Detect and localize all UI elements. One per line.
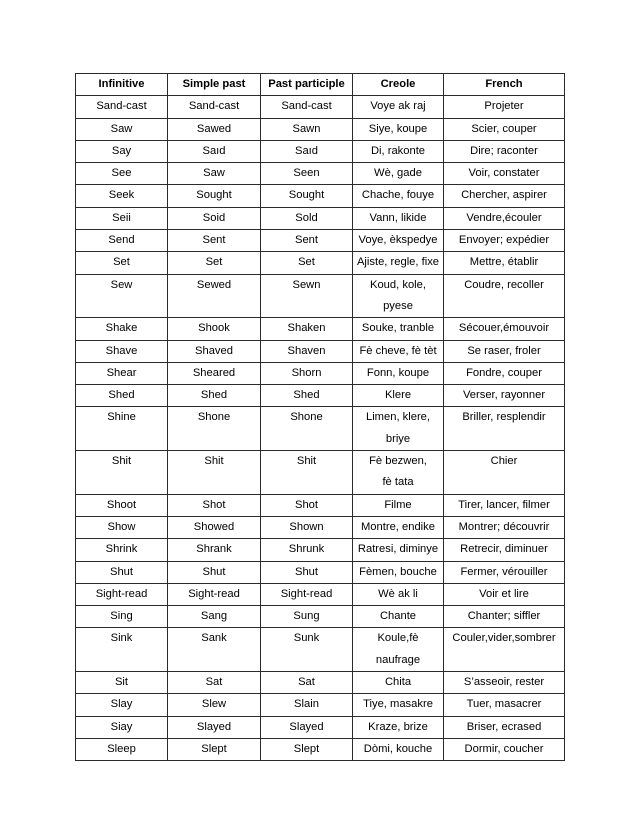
past-participle-text: Sawn bbox=[292, 122, 321, 135]
past-participle-text: Sat bbox=[298, 676, 315, 689]
simple-past-cell bbox=[168, 583, 261, 605]
past-participle-cell bbox=[261, 716, 353, 738]
creole-text: Limen, klere, briye bbox=[365, 411, 431, 445]
table-header bbox=[76, 74, 565, 96]
infinitive-text: Sing bbox=[110, 610, 133, 623]
simple-past-cell bbox=[168, 96, 261, 118]
french-cell bbox=[444, 274, 565, 318]
past-participle-cell bbox=[261, 252, 353, 274]
simple-past-cell bbox=[168, 539, 261, 561]
past-participle-text: Slain bbox=[294, 698, 319, 711]
infinitive-text: Saw bbox=[110, 122, 133, 135]
table-row bbox=[76, 340, 565, 362]
past-participle-text: Set bbox=[298, 256, 315, 269]
creole-cell bbox=[353, 340, 444, 362]
infinitive-text: Shrink bbox=[105, 543, 138, 556]
simple-past-cell bbox=[168, 494, 261, 516]
table-row bbox=[76, 738, 565, 760]
simple-past-text: Slept bbox=[201, 742, 227, 755]
past-participle-text: Sought bbox=[288, 189, 325, 202]
infinitive-text: Seek bbox=[108, 189, 135, 202]
simple-past-text: Shed bbox=[200, 389, 228, 402]
simple-past-text: Sight-read bbox=[188, 587, 240, 600]
french-cell bbox=[444, 694, 565, 716]
infinitive-cell bbox=[76, 628, 168, 672]
creole-text: Chita bbox=[384, 676, 412, 689]
creole-cell bbox=[353, 606, 444, 628]
simple-past-text: Shot bbox=[202, 498, 226, 511]
simple-past-cell bbox=[168, 118, 261, 140]
infinitive-cell bbox=[76, 451, 168, 495]
french-text: Briser, ecrased bbox=[466, 720, 542, 733]
infinitive-text: Sand-cast bbox=[96, 100, 147, 113]
past-participle-text: Sand-cast bbox=[281, 100, 332, 113]
past-participle-text: Shaven bbox=[287, 344, 326, 357]
infinitive-cell bbox=[76, 163, 168, 185]
french-cell bbox=[444, 407, 565, 451]
header-simple-past: Simple past bbox=[168, 74, 261, 96]
creole-cell bbox=[353, 274, 444, 318]
past-participle-text: Saıd bbox=[294, 144, 318, 157]
past-participle-cell bbox=[261, 628, 353, 672]
infinitive-cell bbox=[76, 185, 168, 207]
french-text: Se raser, froler bbox=[467, 344, 541, 357]
simple-past-text: Soid bbox=[202, 211, 226, 224]
past-participle-cell bbox=[261, 494, 353, 516]
past-participle-text: Sight-read bbox=[280, 587, 333, 600]
past-participle-cell bbox=[261, 561, 353, 583]
header-past-participle: Past participle bbox=[261, 74, 353, 96]
past-participle-text: Shot bbox=[294, 498, 318, 511]
infinitive-cell bbox=[76, 230, 168, 252]
simple-past-cell bbox=[168, 694, 261, 716]
french-cell bbox=[444, 163, 565, 185]
table-row bbox=[76, 451, 565, 495]
past-participle-text: Shone bbox=[290, 411, 323, 424]
french-cell bbox=[444, 340, 565, 362]
french-cell bbox=[444, 516, 565, 538]
simple-past-text: Saw bbox=[203, 167, 225, 180]
creole-cell bbox=[353, 694, 444, 716]
infinitive-cell bbox=[76, 362, 168, 384]
french-cell bbox=[444, 185, 565, 207]
simple-past-text: Sat bbox=[205, 676, 223, 689]
infinitive-cell bbox=[76, 252, 168, 274]
creole-cell bbox=[353, 716, 444, 738]
infinitive-text: Sink bbox=[110, 632, 133, 645]
table-row bbox=[76, 539, 565, 561]
creole-cell bbox=[353, 385, 444, 407]
creole-text: Souke, tranble bbox=[361, 322, 435, 335]
french-text: Projeter bbox=[484, 100, 524, 113]
table-row bbox=[76, 140, 565, 162]
table-row bbox=[76, 694, 565, 716]
past-participle-cell bbox=[261, 163, 353, 185]
infinitive-cell bbox=[76, 583, 168, 605]
past-participle-text: Shorn bbox=[291, 366, 322, 379]
table-row bbox=[76, 252, 565, 274]
table-row bbox=[76, 318, 565, 340]
french-cell bbox=[444, 140, 565, 162]
past-participle-text: Shut bbox=[294, 565, 318, 578]
creole-cell bbox=[353, 494, 444, 516]
infinitive-text: Shoot bbox=[106, 498, 137, 511]
french-text: Voir, constater bbox=[468, 167, 540, 180]
past-participle-text: Sent bbox=[294, 234, 318, 247]
infinitive-cell bbox=[76, 407, 168, 451]
creole-text: Fonn, koupe bbox=[366, 366, 430, 379]
creole-text: Voye, èkspedye bbox=[358, 234, 438, 247]
table-row bbox=[76, 96, 565, 118]
simple-past-text: Shaved bbox=[195, 344, 233, 357]
table-row bbox=[76, 385, 565, 407]
french-text: Couler,vider,sombrer bbox=[452, 632, 556, 645]
creole-text: Vann, likide bbox=[369, 211, 427, 224]
simple-past-text: Sand-cast bbox=[188, 100, 240, 113]
past-participle-text: Shown bbox=[289, 520, 324, 533]
infinitive-text: Sleep bbox=[107, 742, 136, 755]
simple-past-cell bbox=[168, 274, 261, 318]
past-participle-text: Seen bbox=[293, 167, 320, 180]
table-row bbox=[76, 628, 565, 672]
past-participle-cell bbox=[261, 230, 353, 252]
header-creole: Creole bbox=[353, 74, 444, 96]
infinitive-text: Shut bbox=[109, 565, 133, 578]
simple-past-text: Sang bbox=[200, 610, 228, 623]
past-participle-cell bbox=[261, 274, 353, 318]
simple-past-cell bbox=[168, 561, 261, 583]
past-participle-cell bbox=[261, 583, 353, 605]
creole-cell bbox=[353, 318, 444, 340]
french-cell bbox=[444, 628, 565, 672]
infinitive-text: Shake bbox=[105, 322, 138, 335]
creole-text: Koud, kole, pyese bbox=[370, 278, 426, 312]
simple-past-text: Sent bbox=[202, 234, 226, 247]
infinitive-text: Show bbox=[107, 520, 136, 533]
past-participle-cell bbox=[261, 140, 353, 162]
french-cell bbox=[444, 362, 565, 384]
header-french: French bbox=[444, 74, 565, 96]
table-row bbox=[76, 516, 565, 538]
infinitive-cell bbox=[76, 340, 168, 362]
infinitive-cell bbox=[76, 274, 168, 318]
creole-cell bbox=[353, 252, 444, 274]
creole-cell bbox=[353, 451, 444, 495]
french-cell bbox=[444, 207, 565, 229]
french-text: Chier bbox=[490, 455, 518, 468]
french-text: Dire; raconter bbox=[470, 144, 538, 157]
table-row bbox=[76, 185, 565, 207]
simple-past-cell bbox=[168, 407, 261, 451]
creole-text: Dòmi, kouche bbox=[363, 742, 433, 755]
creole-cell bbox=[353, 407, 444, 451]
infinitive-text: Shed bbox=[108, 389, 135, 402]
infinitive-cell bbox=[76, 494, 168, 516]
header-infinitive: Infinitive bbox=[76, 74, 168, 96]
table-row bbox=[76, 163, 565, 185]
creole-text: Wè, gade bbox=[374, 167, 422, 180]
simple-past-cell bbox=[168, 207, 261, 229]
french-cell bbox=[444, 385, 565, 407]
table-row bbox=[76, 274, 565, 318]
infinitive-text: Seii bbox=[112, 211, 131, 224]
past-participle-text: Shed bbox=[293, 389, 320, 402]
infinitive-cell bbox=[76, 539, 168, 561]
creole-text: Di, rakonte bbox=[370, 144, 426, 157]
french-cell bbox=[444, 561, 565, 583]
infinitive-text: Siay bbox=[110, 720, 133, 733]
simple-past-text: Set bbox=[205, 256, 223, 269]
creole-cell bbox=[353, 362, 444, 384]
french-text: Retrecir, diminuer bbox=[460, 543, 548, 556]
simple-past-cell bbox=[168, 738, 261, 760]
infinitive-cell bbox=[76, 140, 168, 162]
infinitive-cell bbox=[76, 738, 168, 760]
french-text: Scier, couper bbox=[471, 122, 537, 135]
infinitive-text: Slay bbox=[110, 698, 133, 711]
simple-past-cell bbox=[168, 672, 261, 694]
simple-past-cell bbox=[168, 385, 261, 407]
creole-cell bbox=[353, 163, 444, 185]
creole-cell bbox=[353, 118, 444, 140]
french-cell bbox=[444, 672, 565, 694]
infinitive-cell bbox=[76, 516, 168, 538]
table-row bbox=[76, 672, 565, 694]
infinitive-text: Send bbox=[108, 234, 135, 247]
simple-past-text: Sank bbox=[201, 632, 227, 645]
simple-past-cell bbox=[168, 185, 261, 207]
simple-past-text: Shit bbox=[204, 455, 224, 468]
table-row bbox=[76, 561, 565, 583]
french-text: Dormir, coucher bbox=[464, 742, 544, 755]
past-participle-text: Shit bbox=[296, 455, 317, 468]
header-row bbox=[76, 74, 565, 96]
creole-text: Montre, endike bbox=[360, 520, 435, 533]
past-participle-cell bbox=[261, 96, 353, 118]
infinitive-text: Set bbox=[113, 256, 130, 269]
table-row bbox=[76, 494, 565, 516]
past-participle-text: Sunk bbox=[293, 632, 320, 645]
french-cell bbox=[444, 252, 565, 274]
infinitive-text: Shear bbox=[106, 366, 137, 379]
creole-text: Ajiste, regle, fixe bbox=[356, 256, 440, 269]
simple-past-text: Slew bbox=[201, 698, 227, 711]
french-text: Tirer, lancer, filmer bbox=[458, 498, 550, 511]
infinitive-cell bbox=[76, 118, 168, 140]
creole-cell bbox=[353, 561, 444, 583]
past-participle-cell bbox=[261, 207, 353, 229]
french-text: Fondre, couper bbox=[466, 366, 542, 379]
past-participle-cell bbox=[261, 362, 353, 384]
infinitive-cell bbox=[76, 96, 168, 118]
simple-past-cell bbox=[168, 606, 261, 628]
creole-cell bbox=[353, 672, 444, 694]
simple-past-cell bbox=[168, 362, 261, 384]
past-participle-text: Sewn bbox=[292, 278, 321, 291]
past-participle-cell bbox=[261, 539, 353, 561]
past-participle-text: Sold bbox=[295, 211, 318, 224]
infinitive-cell bbox=[76, 561, 168, 583]
french-cell bbox=[444, 716, 565, 738]
past-participle-text: Slayed bbox=[289, 720, 324, 733]
simple-past-text: Slayed bbox=[196, 720, 232, 733]
creole-cell bbox=[353, 140, 444, 162]
simple-past-text: Sewed bbox=[196, 278, 232, 291]
french-cell bbox=[444, 494, 565, 516]
table-row bbox=[76, 716, 565, 738]
past-participle-cell bbox=[261, 385, 353, 407]
creole-text: Chante bbox=[379, 610, 417, 623]
french-text: Fermer, vérouiller bbox=[460, 565, 548, 578]
past-participle-text: Slept bbox=[293, 742, 320, 755]
creole-cell bbox=[353, 539, 444, 561]
french-text: Sécouer,émouvoir bbox=[458, 322, 550, 335]
simple-past-cell bbox=[168, 230, 261, 252]
french-text: Voir et lire bbox=[479, 587, 529, 600]
creole-text: Klere bbox=[384, 389, 412, 402]
creole-text: Ratresi, diminye bbox=[357, 543, 439, 556]
infinitive-cell bbox=[76, 606, 168, 628]
past-participle-cell bbox=[261, 340, 353, 362]
french-cell bbox=[444, 230, 565, 252]
simple-past-cell bbox=[168, 340, 261, 362]
creole-text: Voye ak raj bbox=[370, 100, 426, 113]
french-cell bbox=[444, 96, 565, 118]
creole-text: Tiye, masakre bbox=[363, 698, 433, 711]
creole-text: Chache, fouye bbox=[361, 189, 435, 202]
french-text: Coudre, recoller bbox=[464, 278, 544, 291]
past-participle-text: Shrunk bbox=[288, 543, 325, 556]
creole-text: Filme bbox=[384, 498, 412, 511]
french-text: Briller, resplendir bbox=[462, 411, 546, 424]
table-row bbox=[76, 583, 565, 605]
table-row bbox=[76, 606, 565, 628]
infinitive-cell bbox=[76, 385, 168, 407]
past-participle-cell bbox=[261, 738, 353, 760]
past-participle-cell bbox=[261, 118, 353, 140]
french-cell bbox=[444, 118, 565, 140]
infinitive-text: Shit bbox=[111, 455, 132, 468]
table-row bbox=[76, 230, 565, 252]
past-participle-text: Shaken bbox=[287, 322, 326, 335]
simple-past-cell bbox=[168, 628, 261, 672]
creole-text: Kraze, brize bbox=[368, 720, 428, 733]
past-participle-cell bbox=[261, 694, 353, 716]
irregular-verbs-table bbox=[75, 73, 565, 761]
french-text: Chercher, aspirer bbox=[461, 189, 547, 202]
creole-text: Fè bezwen, fè tata bbox=[369, 455, 427, 489]
simple-past-text: Shone bbox=[197, 411, 231, 424]
past-participle-cell bbox=[261, 318, 353, 340]
creole-cell bbox=[353, 230, 444, 252]
creole-cell bbox=[353, 738, 444, 760]
table-row bbox=[76, 207, 565, 229]
past-participle-cell bbox=[261, 672, 353, 694]
infinitive-cell bbox=[76, 207, 168, 229]
creole-text: Fè cheve, fè tèt bbox=[359, 344, 437, 357]
infinitive-cell bbox=[76, 672, 168, 694]
creole-text: Siye, koupe bbox=[368, 122, 428, 135]
infinitive-text: Shine bbox=[107, 411, 136, 424]
french-text: Tuer, masacrer bbox=[466, 698, 542, 711]
past-participle-text: Sung bbox=[293, 610, 320, 623]
french-cell bbox=[444, 738, 565, 760]
simple-past-text: Shrank bbox=[196, 543, 232, 556]
past-participle-cell bbox=[261, 407, 353, 451]
french-text: Mettre, établir bbox=[469, 256, 539, 269]
past-participle-cell bbox=[261, 451, 353, 495]
infinitive-text: Sit bbox=[114, 676, 129, 689]
simple-past-cell bbox=[168, 163, 261, 185]
simple-past-cell bbox=[168, 318, 261, 340]
past-participle-cell bbox=[261, 185, 353, 207]
creole-cell bbox=[353, 185, 444, 207]
french-text: Envoyer; expédier bbox=[458, 234, 550, 247]
creole-cell bbox=[353, 96, 444, 118]
simple-past-cell bbox=[168, 451, 261, 495]
simple-past-cell bbox=[168, 716, 261, 738]
infinitive-cell bbox=[76, 318, 168, 340]
past-participle-cell bbox=[261, 516, 353, 538]
simple-past-text: Sheared bbox=[192, 366, 236, 379]
french-text: S’asseoir, rester bbox=[463, 676, 545, 689]
creole-cell bbox=[353, 583, 444, 605]
infinitive-text: See bbox=[111, 167, 132, 180]
simple-past-text: Shook bbox=[198, 322, 230, 335]
infinitive-text: Sight-read bbox=[95, 587, 148, 600]
creole-text: Koule,fè naufrage bbox=[375, 632, 421, 666]
french-text: Vendre,écouler bbox=[466, 211, 542, 224]
creole-text: Fèmen, bouche bbox=[359, 565, 437, 578]
simple-past-cell bbox=[168, 516, 261, 538]
creole-cell bbox=[353, 628, 444, 672]
french-cell bbox=[444, 583, 565, 605]
table-row bbox=[76, 407, 565, 451]
french-text: Montrer; découvrir bbox=[458, 520, 550, 533]
french-text: Chanter; siffler bbox=[467, 610, 541, 623]
table-row bbox=[76, 118, 565, 140]
infinitive-cell bbox=[76, 716, 168, 738]
infinitive-text: Sew bbox=[110, 278, 133, 291]
french-cell bbox=[444, 318, 565, 340]
creole-text: Wè ak li bbox=[378, 587, 418, 600]
simple-past-text: Saıd bbox=[202, 144, 226, 157]
simple-past-cell bbox=[168, 252, 261, 274]
infinitive-cell bbox=[76, 694, 168, 716]
table-row bbox=[76, 362, 565, 384]
past-participle-cell bbox=[261, 606, 353, 628]
simple-past-text: Sawed bbox=[196, 122, 232, 135]
table-body bbox=[76, 96, 565, 761]
french-cell bbox=[444, 539, 565, 561]
simple-past-text: Sought bbox=[196, 189, 232, 202]
simple-past-cell bbox=[168, 140, 261, 162]
simple-past-text: Showed bbox=[193, 520, 235, 533]
french-cell bbox=[444, 451, 565, 495]
infinitive-text: Say bbox=[111, 144, 132, 157]
creole-cell bbox=[353, 207, 444, 229]
french-text: Verser, rayonner bbox=[462, 389, 546, 402]
infinitive-text: Shave bbox=[105, 344, 138, 357]
simple-past-text: Shut bbox=[202, 565, 226, 578]
creole-cell bbox=[353, 516, 444, 538]
french-cell bbox=[444, 606, 565, 628]
